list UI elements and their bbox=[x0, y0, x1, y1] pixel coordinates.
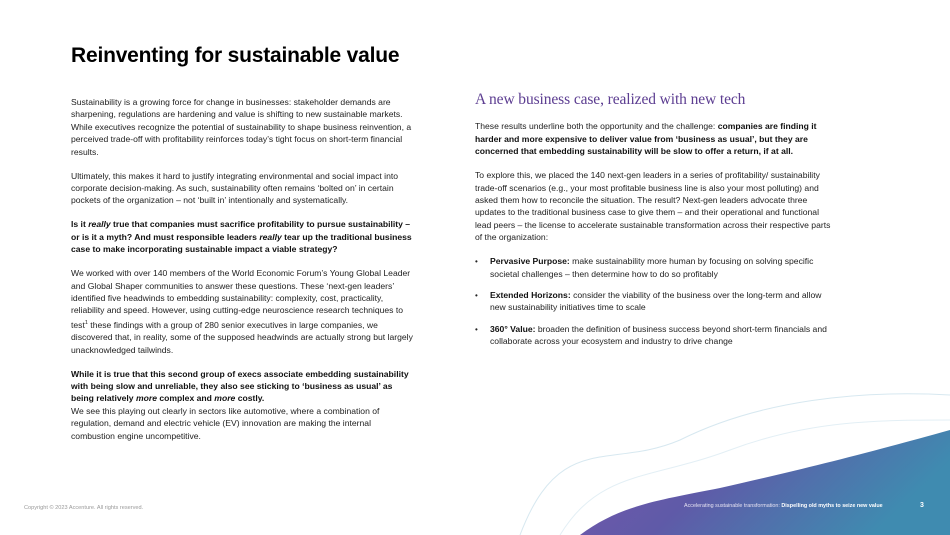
page-title: Reinventing for sustainable value bbox=[71, 44, 400, 67]
explore-paragraph: To explore this, we placed the 140 next-gen leaders in a series of profitability/ sustainability trade-off scenarios (e.g., your most profitable business line is also your most polluting) and asked them how to reconcile the situation. The result? Next-gen leaders advocate three updates to the traditional business case to give them – and their operational and functional lead peers – the license to accelerate sustainable transformation across their respective parts of the organization: bbox=[475, 170, 831, 243]
results-paragraph: These results underline both the opportunity and the challenge: companies are finding it harder and more expensive to deliver value from ‘business as usual’, but they are concerned that embedding sustainability will be slow to offer a return, if at all. bbox=[475, 121, 817, 157]
document-title-footer: Accelerating sustainable transformation: Dispelling old myths to seize new value bbox=[684, 503, 883, 509]
list-item: • Extended Horizons: consider the viability of the business over the long-term and allow new sustainability initiatives time to scale bbox=[475, 290, 822, 313]
bullet-icon: • bbox=[475, 257, 478, 267]
bullet-icon: • bbox=[475, 324, 478, 334]
gradient-wave bbox=[580, 430, 950, 535]
intro-paragraph: Sustainability is a growing force for change in businesses: stakeholder demands are sharpening, regulations are hardening and value is shifting to new sustainable markets. While executives recognize the potential of sustainability to shape business reinvention, a perceived trade-off with profitability reinforces today’s tight focus on short-term financial results. bbox=[71, 97, 412, 157]
page-number: 3 bbox=[920, 502, 924, 509]
left-column bbox=[71, 96, 413, 454]
right-column bbox=[475, 91, 835, 357]
second-paragraph: Ultimately, this makes it hard to justify integrating environmental and social impact into corporate decision-making. As such, sustainability often remains ‘bolted on’ in certain pockets of the organization – not ‘built in’ intentionally and systematically. bbox=[71, 170, 399, 206]
bullet-icon: • bbox=[475, 291, 478, 301]
list-item: • Pervasive Purpose: make sustainability more human by focusing on solving specific societal challenges – then determine how to do so profitably bbox=[475, 256, 814, 279]
copyright-notice: Copyright © 2023 Accenture. All rights reserved. bbox=[24, 505, 144, 511]
findings-paragraph: While it is true that this second group of execs associate embedding sustainability with being slow and unreliable, they also see sticking to ‘business as usual’ as being relatively more complex and more costly. We see this playing out clearly in sectors like automotive, where a combination of regulation, demand and electric vehicle (EV) innovation are making the internal combustion engine uncompetitive. bbox=[71, 368, 409, 441]
updates-list bbox=[475, 255, 835, 347]
list-item: • 360° Value: broaden the definition of business success beyond short-term financials and collaborate across your ecosystem and industry to drive change bbox=[475, 323, 827, 347]
section-heading: A new business case, realized with new tech bbox=[475, 91, 746, 108]
research-paragraph: We worked with over 140 members of the World Economic Forum’s Young Global Leader and Global Shaper communities to answer these questions. These ‘next-gen leaders’ identified five headwinds to embedding sustainability: complexity, cost, practicality, reliability and speed. However, using cutting-edge neuroscience research techniques to test$^1$ these findings with a group of 280 senior executives in large companies, we discovered that, in reality, some of the supposed headwinds are actually strong but largely unacknowledged tailwinds. bbox=[71, 268, 413, 355]
question-paragraph: Is it really true that companies must sacrifice profitability to pursue sustainability – or is it a myth? And must responsible leaders really tear up the traditional business case to make incorporating sustainable impact a viable strategy? bbox=[71, 219, 412, 255]
